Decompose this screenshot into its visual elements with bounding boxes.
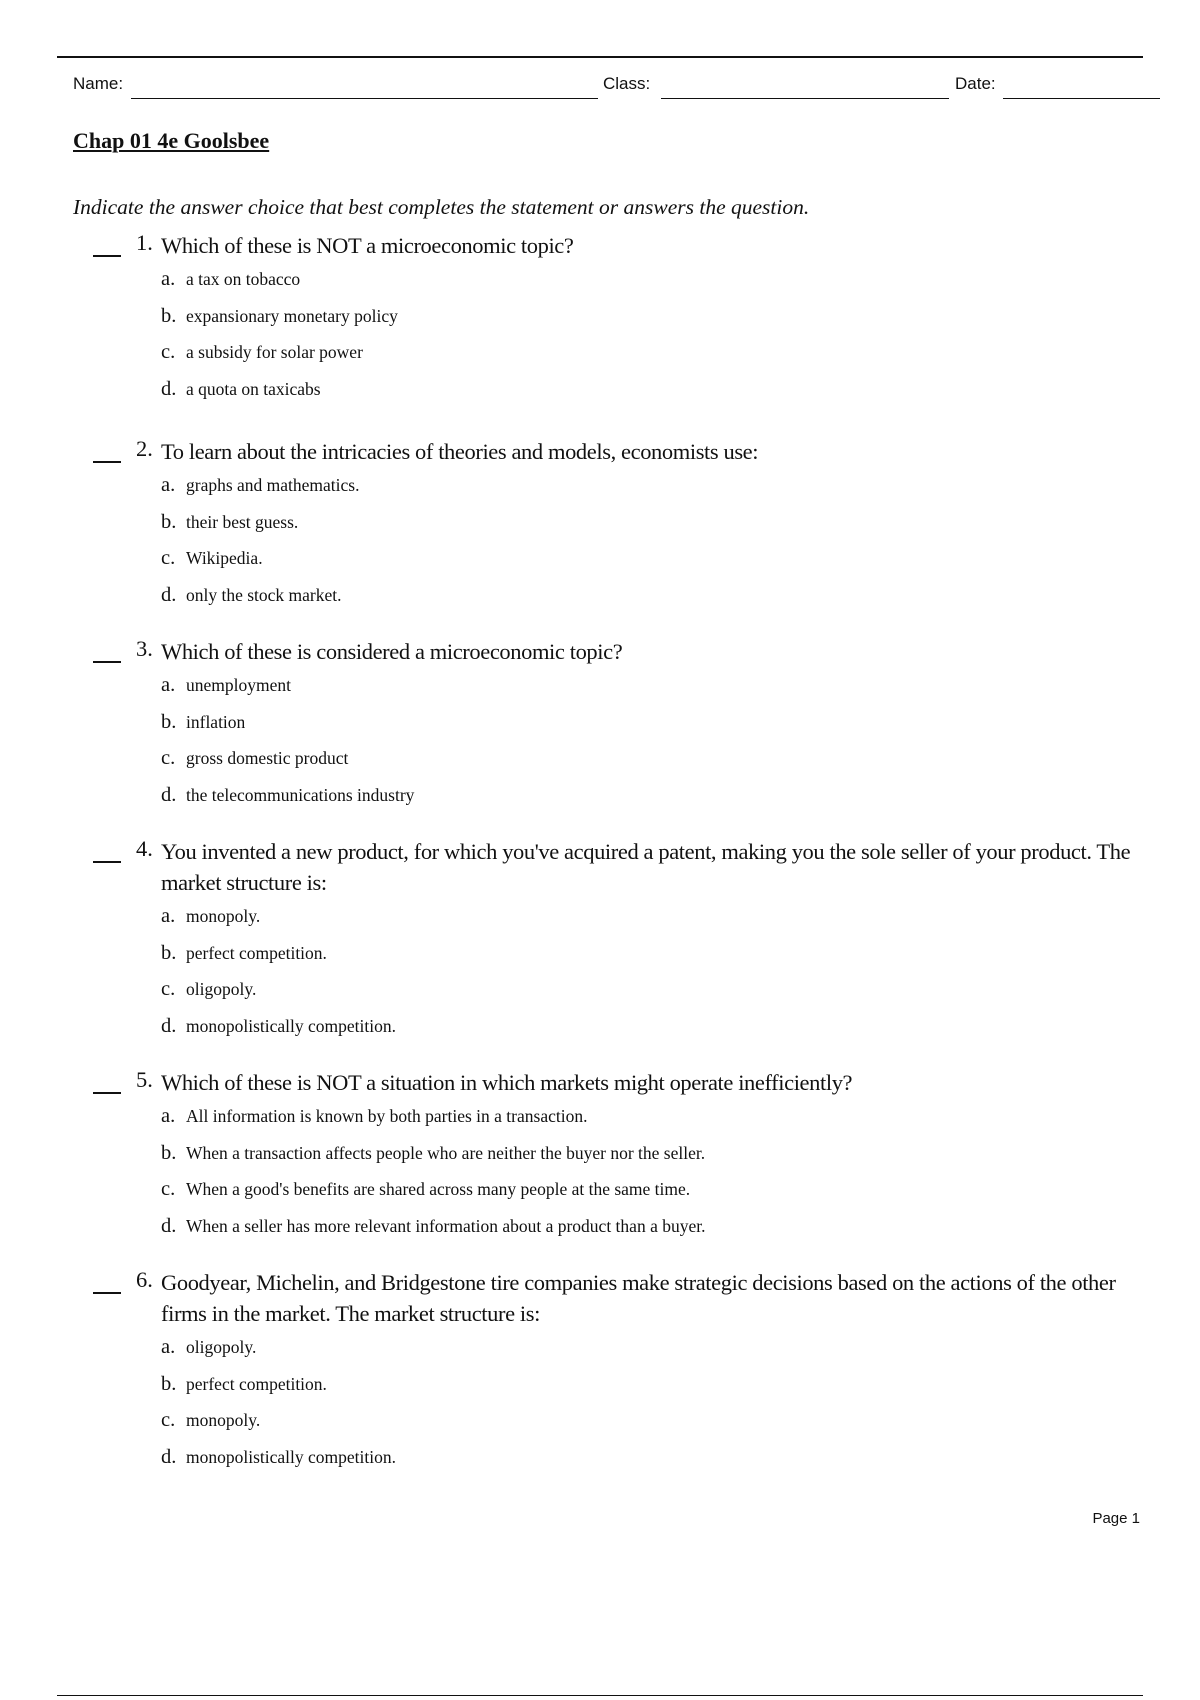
- choice-letter: c.: [161, 547, 176, 569]
- choice-c: [161, 543, 1200, 580]
- choice-letter: d.: [161, 377, 177, 400]
- choice-a: [161, 1332, 1200, 1369]
- choice-text: a tax on tobacco: [186, 269, 301, 289]
- question-text: Which of these is NOT a situation in which markets might operate inefficiently?: [161, 1070, 853, 1095]
- choice-text: oligopoly.: [186, 1337, 257, 1357]
- choice-a: [161, 1101, 1200, 1138]
- choice-letter: d.: [161, 1214, 177, 1237]
- choice-a: [161, 670, 1200, 707]
- question-5: [0, 1067, 1200, 1247]
- choice-d: [161, 374, 1200, 411]
- choice-d: [161, 1011, 1200, 1048]
- choice-b: [161, 301, 1200, 338]
- choice-a: [161, 264, 1200, 301]
- question-text: Goodyear, Michelin, and Bridgestone tire companies make strategic decisions based on the actions of the other firms in the market. The market structure is:: [161, 1270, 1116, 1326]
- question-2: [0, 436, 1200, 616]
- choice-letter: c.: [161, 1178, 176, 1200]
- choice-a: [161, 901, 1200, 938]
- question-number: 1.: [136, 230, 153, 255]
- choice-text: monopolistically competition.: [186, 1446, 396, 1467]
- question-text: Which of these is NOT a microeconomic topic?: [161, 233, 574, 258]
- question-number: 4.: [136, 836, 153, 861]
- choice-text: expansionary monetary policy: [186, 305, 398, 326]
- choice-text: When a seller has more relevant information about a product than a buyer.: [186, 1215, 706, 1236]
- choice-letter: a.: [161, 674, 176, 696]
- choice-b: [161, 938, 1200, 975]
- answer-blank[interactable]: [93, 1092, 121, 1094]
- answer-blank[interactable]: [93, 1292, 121, 1294]
- choice-text: a subsidy for solar power: [186, 342, 363, 362]
- instructions: Indicate the answer choice that best completes the statement or answers the question.: [73, 195, 810, 219]
- question-text: To learn about the intricacies of theories and models, economists use:: [161, 439, 759, 464]
- choice-letter: c.: [161, 341, 176, 363]
- choice-letter: a.: [161, 1336, 176, 1358]
- choice-letter: b.: [161, 1141, 177, 1164]
- choice-text: the telecommunications industry: [186, 784, 415, 805]
- choice-b: [161, 1138, 1200, 1175]
- date-label: Date:: [955, 74, 996, 93]
- choice-text: When a good's benefits are shared across many people at the same time.: [186, 1179, 691, 1199]
- choice-list: [161, 264, 1200, 410]
- answer-blank[interactable]: [93, 255, 121, 257]
- choice-letter: c.: [161, 747, 176, 769]
- choice-letter: b.: [161, 510, 177, 533]
- choice-letter: d.: [161, 583, 177, 606]
- choice-letter: d.: [161, 1445, 177, 1468]
- choice-d: [161, 1211, 1200, 1248]
- choice-d: [161, 580, 1200, 617]
- choice-text: monopoly.: [186, 1410, 261, 1430]
- choice-c: [161, 974, 1200, 1011]
- choice-d: [161, 780, 1200, 817]
- choice-c: [161, 743, 1200, 780]
- choice-letter: c.: [161, 1409, 176, 1431]
- question-3: [0, 636, 1200, 816]
- answer-blank[interactable]: [93, 661, 121, 663]
- choice-c: [161, 1405, 1200, 1442]
- choice-text: When a transaction affects people who are neither the buyer nor the seller.: [186, 1142, 706, 1163]
- question-number: 2.: [136, 436, 153, 461]
- choice-letter: a.: [161, 474, 176, 496]
- question-text: Which of these is considered a microeconomic topic?: [161, 639, 623, 664]
- question-number: 5.: [136, 1067, 153, 1092]
- class-field[interactable]: [661, 98, 949, 99]
- choice-letter: b.: [161, 1372, 177, 1395]
- choice-text: gross domestic product: [186, 748, 349, 768]
- question-text: You invented a new product, for which you've acquired a patent, making you the sole seller of your product. The market structure is:: [161, 839, 1131, 895]
- choice-letter: a.: [161, 268, 176, 290]
- question-6: [0, 1267, 1200, 1478]
- question-number: 6.: [136, 1267, 153, 1292]
- choice-letter: a.: [161, 905, 176, 927]
- choice-b: [161, 707, 1200, 744]
- question-list: [0, 230, 1200, 1498]
- page-title: Chap 01 4e Goolsbee: [73, 128, 270, 153]
- choice-text: a quota on taxicabs: [186, 378, 321, 399]
- choice-letter: b.: [161, 304, 177, 327]
- choice-text: monopoly.: [186, 906, 261, 926]
- choice-a: [161, 470, 1200, 507]
- choice-letter: d.: [161, 1014, 177, 1037]
- class-label: Class:: [603, 74, 651, 93]
- choice-letter: d.: [161, 783, 177, 806]
- choice-text: inflation: [186, 711, 246, 732]
- choice-text: unemployment: [186, 675, 291, 695]
- choice-text: perfect competition.: [186, 942, 327, 963]
- choice-c: [161, 1174, 1200, 1211]
- choice-list: [161, 1332, 1200, 1478]
- bottom-rule: [57, 1695, 1143, 1696]
- choice-b: [161, 1369, 1200, 1406]
- choice-list: [161, 901, 1200, 1047]
- choice-text: All information is known by both parties in a transaction.: [186, 1106, 588, 1126]
- choice-list: [161, 670, 1200, 816]
- choice-text: oligopoly.: [186, 979, 257, 999]
- choice-text: perfect competition.: [186, 1373, 327, 1394]
- choice-text: only the stock market.: [186, 584, 342, 605]
- choice-text: graphs and mathematics.: [186, 475, 360, 495]
- name-field[interactable]: [131, 98, 598, 99]
- choice-letter: a.: [161, 1105, 176, 1127]
- choice-d: [161, 1442, 1200, 1479]
- question-number: 3.: [136, 636, 153, 661]
- choice-list: [161, 470, 1200, 616]
- choice-text: their best guess.: [186, 511, 299, 532]
- choice-letter: b.: [161, 941, 177, 964]
- date-field[interactable]: [1003, 98, 1160, 99]
- top-rule: [57, 56, 1143, 58]
- choice-c: [161, 337, 1200, 374]
- name-label: Name:: [73, 74, 124, 93]
- choice-text: Wikipedia.: [186, 548, 263, 568]
- question-1: [0, 230, 1200, 410]
- answer-blank[interactable]: [93, 861, 121, 863]
- choice-b: [161, 507, 1200, 544]
- choice-list: [161, 1101, 1200, 1247]
- choice-letter: c.: [161, 978, 176, 1000]
- choice-letter: b.: [161, 710, 177, 733]
- page-number: Page 1: [1092, 1510, 1140, 1527]
- choice-text: monopolistically competition.: [186, 1015, 396, 1036]
- answer-blank[interactable]: [93, 461, 121, 463]
- question-4: [0, 836, 1200, 1047]
